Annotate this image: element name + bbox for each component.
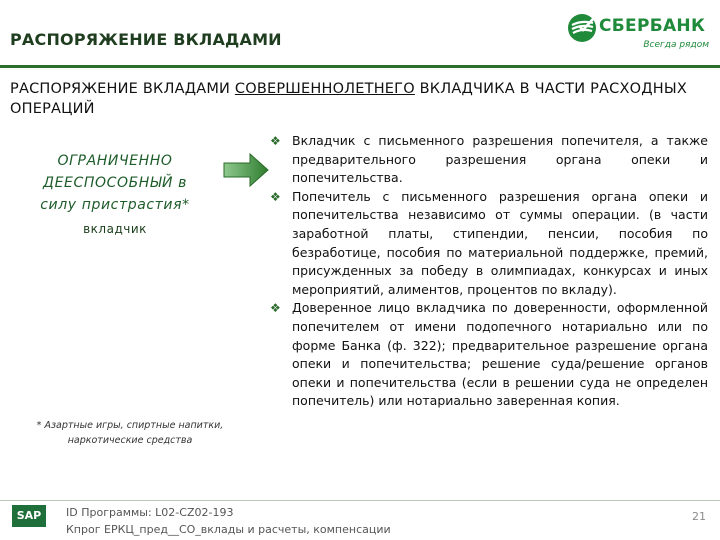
sberbank-logo-text: СБЕРБАНК — [599, 16, 706, 36]
header-divider — [0, 65, 720, 68]
bullet-diamond-icon: ❖ — [270, 134, 281, 148]
bullet-item — [268, 299, 708, 411]
subtitle-part-1: РАСПОРЯЖЕНИЕ ВКЛАДАМИ — [10, 81, 235, 97]
subtitle-part-2: ВКЛАДЧИКА В ЧАСТИ РАСХОДНЫХ ОПЕРАЦИЙ — [10, 81, 687, 117]
slide-subtitle — [10, 79, 700, 119]
operations-bullet-list — [268, 132, 708, 411]
category-line-4: вкладчик — [83, 222, 147, 236]
bullet-diamond-icon: ❖ — [270, 301, 281, 316]
footer-divider — [0, 500, 720, 501]
depositor-category-label — [10, 150, 220, 216]
sberbank-logo — [566, 12, 711, 56]
bullet-item — [268, 188, 708, 300]
sap-logo: SAP — [12, 505, 46, 527]
subtitle-underlined: СОВЕРШЕННОЛЕТНЕГО — [234, 81, 415, 97]
bullet-text: Вкладчик с письменного разрешения попечителя, а также предварительного разрешения органа опеки и попечительства. — [292, 133, 708, 186]
right-arrow-icon — [222, 150, 270, 190]
sberbank-logo-tagline: Всегда рядом — [643, 40, 709, 50]
category-line-1: ОГРАНИЧЕННО — [57, 153, 173, 169]
footer-program-id: ID Программы: L02-CZ02-193 — [66, 506, 234, 519]
sberbank-logo-icon — [566, 12, 598, 44]
bullet-diamond-icon: ❖ — [270, 189, 281, 204]
bullet-text: Попечитель с письменного разрешения органа опеки и попечительства независимо от суммы операции. (в части заработной платы, стипендии, пенсии, пособия по безработице, пособия по материальной поддержке, премий, присужденных за победу в олимпиадах, конкурсах и иных мероприятий, алиментов, процентов по вкладу). — [292, 188, 708, 297]
category-line-2: ДЕЕСПОСОБНЫЙ в — [43, 175, 187, 191]
slide-header-title: РАСПОРЯЖЕНИЕ ВКЛАДАМИ — [10, 30, 282, 49]
bullet-text: Доверенное лицо вкладчика по доверенности, оформленной попечителем от имени подопечного нотариально или по форме Банка (ф. 322); предварительное разрешение органа опеки и попечительства; решение суда/решение органов опеки и попечительства (если в решении суда не определен попечитель) или нотариально заверенная копия. — [292, 300, 708, 409]
footnote: * Азартные игры, спиртные напитки, наркотические средства — [36, 420, 224, 446]
bullet-item — [268, 132, 708, 188]
category-line-3: силу пристрастия* — [40, 197, 190, 213]
page-number: 21 — [692, 510, 706, 523]
footer-program-name: Кпрог ЕРКЦ_пред__СО_вклады и расчеты, компенсации — [66, 523, 391, 536]
